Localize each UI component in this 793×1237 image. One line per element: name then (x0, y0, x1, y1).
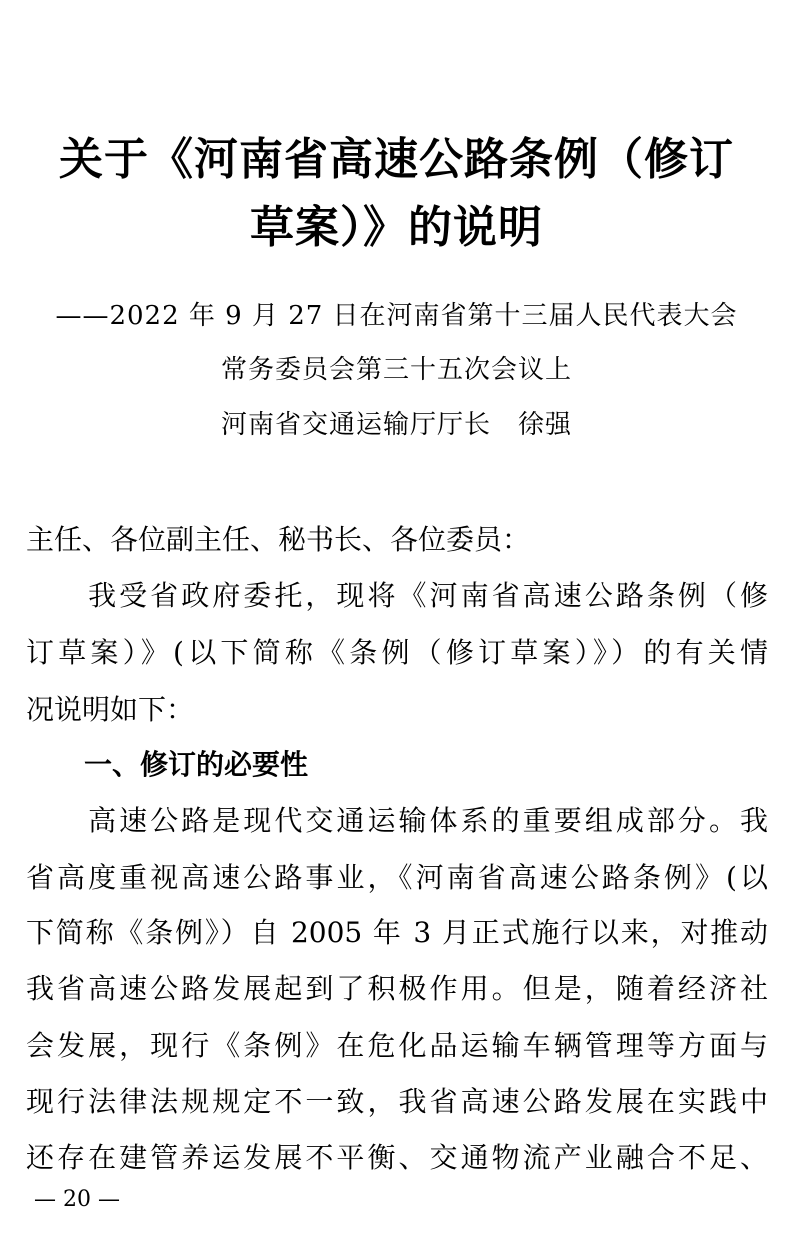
salutation: 主任、各位副主任、秘书长、各位委员： (26, 523, 531, 556)
intro-line-3: 况说明如下： (26, 693, 195, 726)
page-number: — 20 — (34, 1187, 120, 1212)
intro-line-2: 订草案）》(以下简称《条例（修订草案）》）的有关情 (26, 636, 768, 669)
section-heading: 一、修订的必要性 (84, 748, 309, 781)
section-body-line-5: 会发展，现行《条例》在危化品运输车辆管理等方面与 (26, 1029, 768, 1062)
title-line-2: 草案）》的说明 (250, 202, 543, 253)
section-body-line-7: 还存在建管养运发展不平衡、交通物流产业融合不足、 (26, 1141, 768, 1174)
subtitle-line-2: 常务委员会第三十五次会议上 (220, 355, 572, 385)
title-line-1: 关于《河南省高速公路条例（修订 (59, 134, 734, 185)
section-body-line-4: 我省高速公路发展起到了积极作用。但是，随着经济社 (26, 972, 768, 1005)
section-body-line-6: 现行法律法规规定不一致，我省高速公路发展在实践中 (26, 1085, 768, 1118)
subtitle-author: 河南省交通运输厅厅长 徐强 (220, 410, 572, 440)
subtitle-line-1: ——2022 年 9 月 27 日在河南省第十三届人民代表大会 (55, 301, 738, 331)
section-body-line-3: 下简称《条例》）自 2005 年 3 月正式施行以来，对推动 (26, 916, 768, 949)
section-body-line-1: 高速公路是现代交通运输体系的重要组成部分。我 (26, 804, 768, 837)
intro-line-1: 我受省政府委托，现将《河南省高速公路条例（修 (26, 579, 768, 612)
section-body-line-2: 省高度重视高速公路事业，《河南省高速公路条例》(以 (26, 861, 768, 894)
